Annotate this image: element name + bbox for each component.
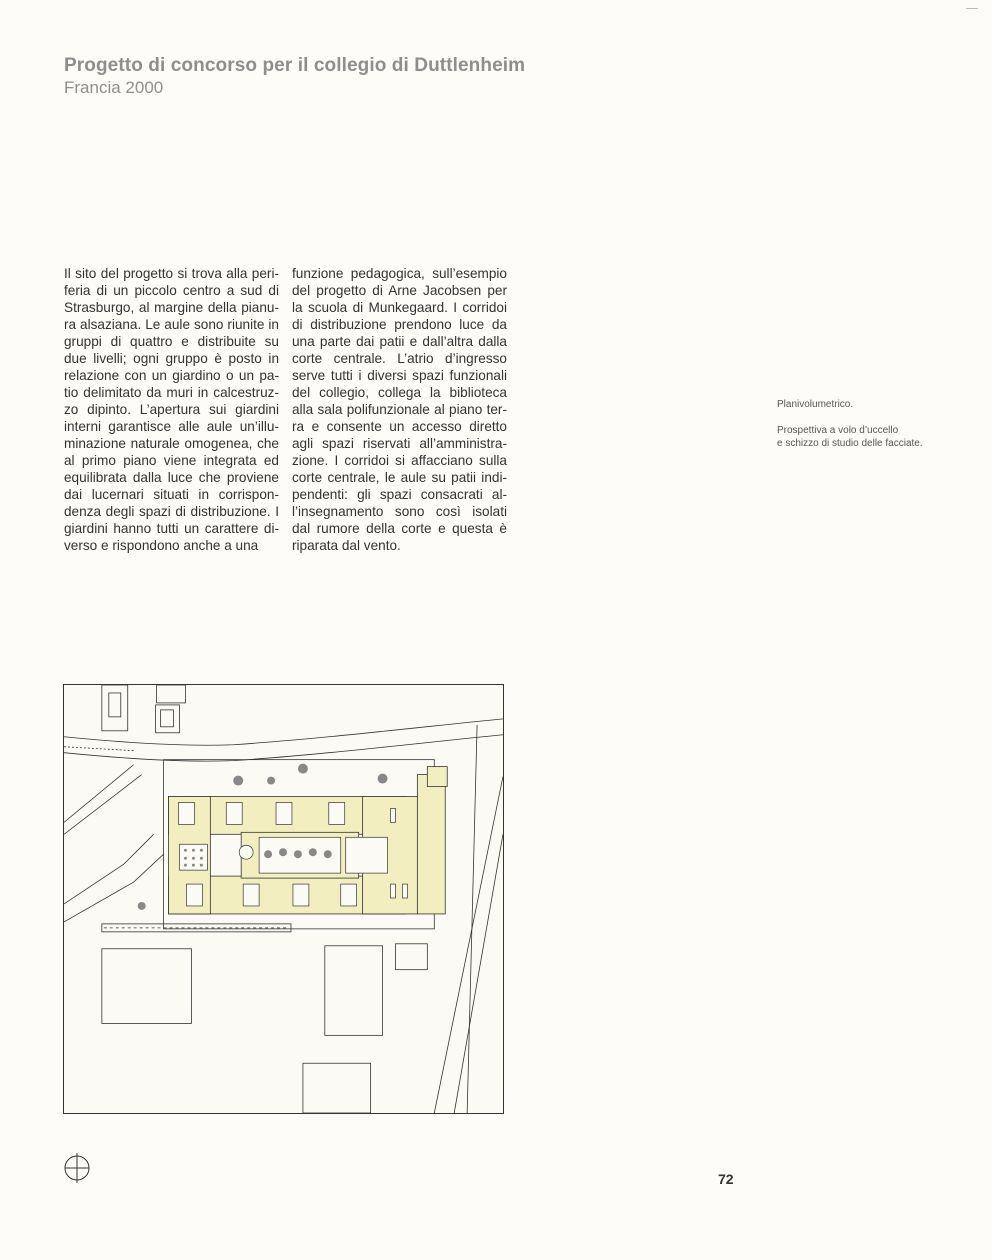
text-line: agli spazi riservati all’amministra- xyxy=(292,436,507,451)
patio xyxy=(226,802,242,824)
patio xyxy=(178,802,194,824)
tree xyxy=(200,864,203,867)
tree xyxy=(184,864,187,867)
left-street xyxy=(64,834,154,904)
tree xyxy=(184,849,187,852)
text-line: del progetto di Arne Jacobsen per xyxy=(292,283,507,298)
site-plan-drawing xyxy=(64,685,503,1113)
patio xyxy=(276,802,292,824)
east-wing-tower xyxy=(427,767,447,787)
neighbor-building xyxy=(102,685,128,731)
body-text-column-2 xyxy=(292,265,507,554)
text-line: corte centrale. L’atrio d’ingresso xyxy=(292,351,507,366)
neighbor-building xyxy=(156,705,180,733)
sports-field xyxy=(325,946,383,1036)
left-street xyxy=(64,765,134,823)
tree xyxy=(200,857,203,860)
caption-perspective-line-1: Prospettiva a volo d’uccello xyxy=(777,425,899,436)
text-line: corte centrale, le aule su patii indi- xyxy=(292,470,507,485)
caption-site-plan: Planivolumetrico. xyxy=(777,399,854,410)
right-street xyxy=(454,834,503,1113)
scan-corner-mark xyxy=(966,8,978,9)
right-street xyxy=(467,725,477,1113)
text-line: gruppi di quattro e distribuite su xyxy=(64,334,279,349)
text-line: serve tutti i diversi spazi funzionali xyxy=(292,368,507,383)
sports-field xyxy=(102,949,192,1024)
text-line: la scuola di Munkegaard. I corridoi xyxy=(292,300,507,315)
text-line: funzione pedagogica, sull’esempio xyxy=(292,266,507,281)
text-line: pendenti: gli spazi consacrati al- xyxy=(292,487,507,502)
tree xyxy=(309,848,317,856)
tree xyxy=(324,850,332,858)
sports-field xyxy=(395,944,427,970)
tree xyxy=(192,857,195,860)
caption-perspective xyxy=(777,424,923,450)
text-line: relazione con un giardino o un pa- xyxy=(64,368,279,383)
tree xyxy=(200,849,203,852)
text-line: ra alsaziana. Le aule sono riunite in xyxy=(64,317,279,332)
text-line: ra e consente un accesso diretto xyxy=(292,419,507,434)
east-courtyard xyxy=(346,837,388,873)
text-line: di distribuzione prendono luce da xyxy=(292,317,507,332)
text-line: del collegio, collega la biblioteca xyxy=(292,385,507,400)
page-title: Progetto di concorso per il collegio di Duttlenheim xyxy=(64,55,526,76)
page-subtitle: Francia 2000 xyxy=(64,78,164,97)
sports-field xyxy=(303,1063,371,1113)
road-edge-inner xyxy=(64,747,134,751)
text-line: dal rumore della corte e questa è xyxy=(292,521,507,536)
patio xyxy=(186,884,202,906)
neighbor-building xyxy=(161,710,174,727)
text-line: denza degli spazi di distribuzione. I xyxy=(64,504,279,519)
left-street xyxy=(64,854,164,922)
text-line: giardini hanno tutti un carattere di- xyxy=(64,521,279,536)
tree xyxy=(294,850,302,858)
body-text-column-1 xyxy=(64,265,279,554)
entrance-rotunda xyxy=(239,845,253,859)
text-line: minazione naturale omogenea, che xyxy=(64,436,279,451)
text-line: verso e rispondono anche a una xyxy=(64,538,259,553)
page-number: 72 xyxy=(718,1171,734,1187)
text-line: zione. I corridoi si affacciano sulla xyxy=(292,453,507,468)
text-line: al primo piano viene integrata ed xyxy=(64,453,279,468)
tree xyxy=(192,864,195,867)
text-line: due livelli; ogni gruppo è posto in xyxy=(64,351,279,366)
patio xyxy=(243,884,259,906)
tree xyxy=(138,902,146,910)
text-line: Il sito del progetto si trova alla peri- xyxy=(64,266,279,281)
text-line: dai lucernari situati in corrispon- xyxy=(64,487,279,502)
tree xyxy=(267,777,275,785)
north-arrow-icon xyxy=(62,1153,92,1183)
text-line: feria di un piccolo centro a sud di xyxy=(64,283,279,298)
text-line: equilibrata dalla luce che proviene xyxy=(64,470,279,485)
caption-perspective-line-2: e schizzo di studio delle facciate. xyxy=(777,438,923,449)
window xyxy=(391,808,396,822)
neighbor-building xyxy=(109,693,121,717)
text-line: Strasburgo, al margine della pianu- xyxy=(64,300,279,315)
tree xyxy=(184,857,187,860)
tree xyxy=(233,776,243,786)
window xyxy=(402,884,407,898)
text-line: interni garantisce alle aule un’illu- xyxy=(64,419,279,434)
tree xyxy=(298,764,308,774)
text-line: tio delimitato da muri in calcestruz- xyxy=(64,385,279,400)
text-line: zo dipinto. L’apertura sui giardini xyxy=(64,402,279,417)
patio xyxy=(293,884,309,906)
tree xyxy=(192,849,195,852)
neighbor-building xyxy=(157,685,186,703)
patio xyxy=(341,884,357,906)
tree xyxy=(378,774,388,784)
tree xyxy=(264,850,272,858)
tree xyxy=(279,848,287,856)
window xyxy=(391,884,396,898)
text-line: l’insegnamento sono così isolati xyxy=(292,504,507,519)
site-plan-figure xyxy=(63,684,504,1114)
text-line: alla sala polifunzionale al piano ter- xyxy=(292,402,507,417)
text-line: riparata dal vento. xyxy=(292,538,401,553)
road-edge-lower xyxy=(64,735,503,761)
left-street xyxy=(64,775,142,835)
patio xyxy=(329,802,345,824)
east-wing xyxy=(417,775,445,914)
text-line: una parte dai patii e dall’altra dalla xyxy=(292,334,507,349)
